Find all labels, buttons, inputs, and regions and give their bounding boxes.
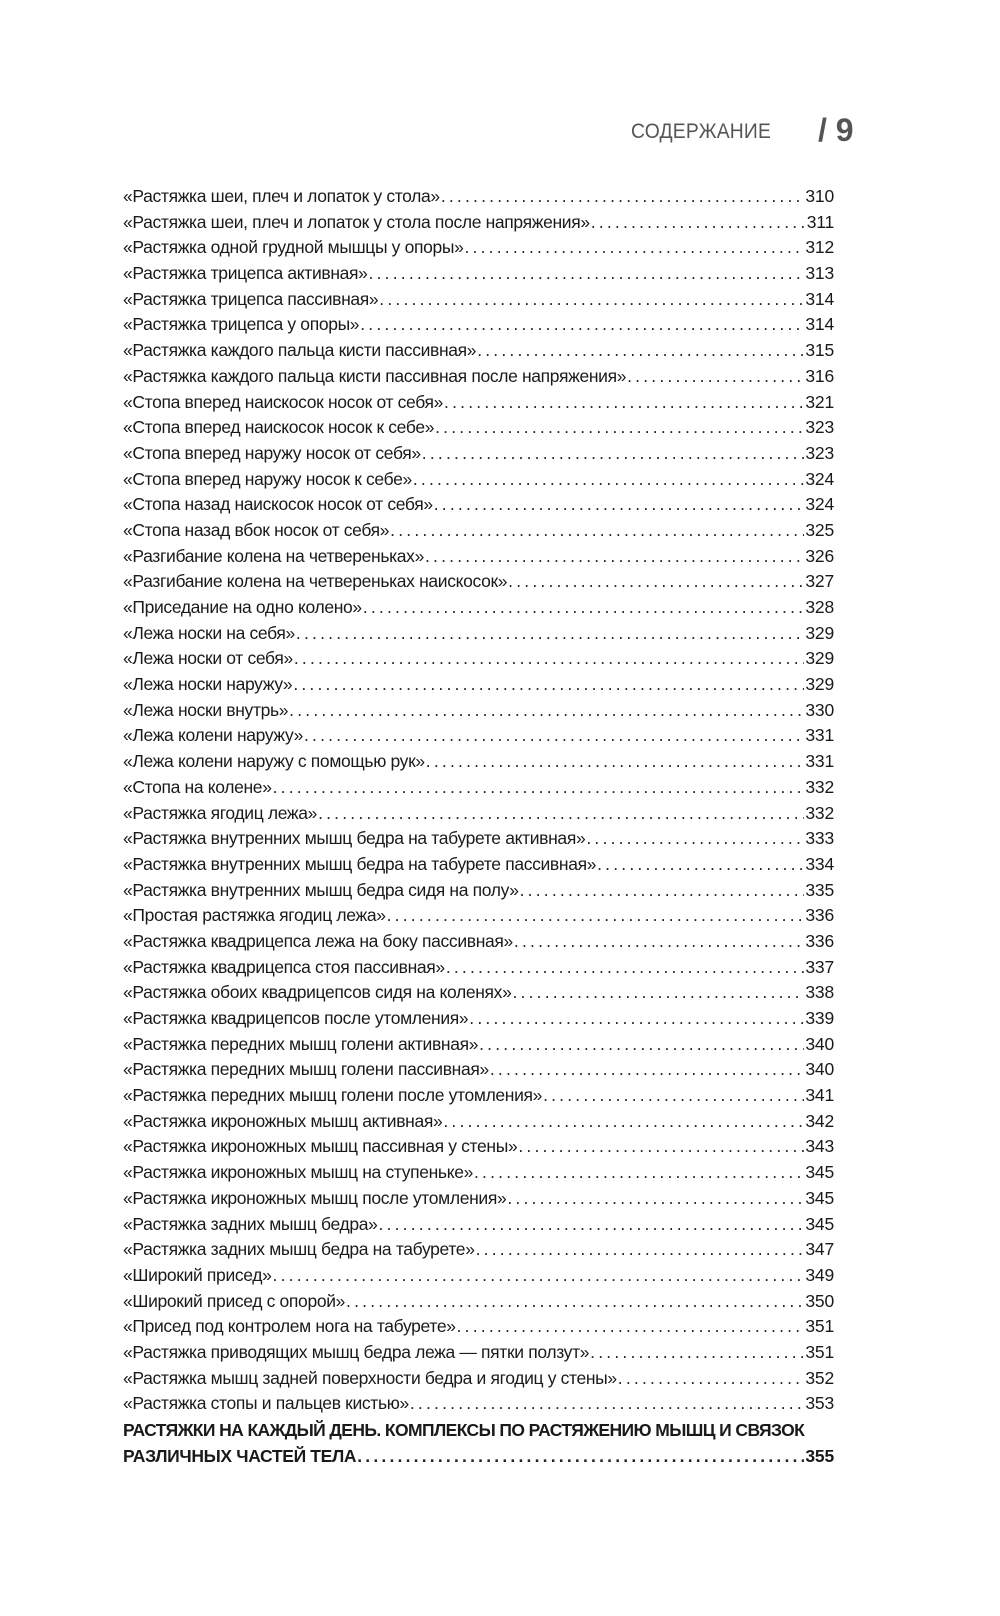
dot-leader [446, 955, 805, 981]
toc-entry-page: 312 [805, 237, 834, 258]
toc-entry-title: «Растяжка стопы и пальцев кистью» [123, 1393, 409, 1414]
toc-entry[interactable] [123, 441, 834, 467]
toc-entry-page: 328 [805, 597, 834, 617]
dot-leader [474, 1160, 804, 1186]
toc-entry[interactable] [123, 621, 834, 647]
toc-entry-page: 324 [805, 468, 834, 489]
dot-leader [597, 852, 804, 878]
section-title-line1: РАСТЯЖКИ НА КАЖДЫЙ ДЕНЬ. КОМПЛЕКСЫ ПО РАСТЯЖЕНИЮ МЫШЦ И СВЯЗОК [123, 1420, 805, 1440]
dot-leader [293, 672, 804, 698]
toc-entry-title: «Растяжка мышц задней поверхности бедра и ягодиц у стены» [123, 1367, 617, 1388]
dot-leader [410, 1391, 805, 1417]
toc-entry[interactable] [123, 544, 834, 570]
page-number: / 9 [818, 112, 854, 148]
toc-entry[interactable] [123, 852, 834, 878]
dot-leader [296, 621, 805, 647]
toc-entry-title: «Растяжка икроножных мышц после утомления» [123, 1187, 507, 1208]
toc-entry-title: «Растяжка шеи, плеч и лопаток у стола после напряжения» [123, 211, 590, 232]
toc-entry-page: 351 [805, 1341, 834, 1362]
toc-entry-title: «Растяжка трицепса пассивная» [123, 288, 379, 309]
dot-leader [627, 364, 804, 390]
toc-entry-title: «Стопа на колене» [123, 776, 272, 797]
toc-entry[interactable] [123, 1186, 834, 1212]
toc-entry[interactable] [123, 1134, 834, 1160]
toc-entry-title: «Разгибание колена на четвереньках наискосок» [123, 571, 508, 592]
toc-entry[interactable] [123, 390, 834, 416]
toc-entry-page: 330 [805, 699, 834, 720]
toc-entry[interactable] [123, 338, 834, 364]
dot-leader [390, 518, 804, 544]
toc-entry-page: 349 [805, 1264, 834, 1285]
toc-entry[interactable] [123, 415, 834, 441]
toc-entry[interactable] [123, 261, 834, 287]
toc-entry-title: «Лежа колени наружу» [123, 725, 303, 746]
toc-entry-title: «Растяжка приводящих мышц бедра лежа — пятки ползут» [123, 1341, 590, 1362]
toc-entry-page: 350 [805, 1290, 834, 1311]
dot-leader [590, 1340, 804, 1366]
dot-leader [514, 929, 804, 955]
toc-entry-title: «Растяжка икроножных мышц на ступеньке» [123, 1162, 473, 1183]
toc-entry-page: 352 [805, 1367, 834, 1388]
toc-entry[interactable] [123, 595, 834, 621]
dot-leader [479, 1032, 804, 1058]
toc-entry-page: 337 [805, 956, 834, 977]
toc-entry-page: 310 [805, 186, 834, 206]
toc-entry-page: 331 [805, 751, 834, 772]
toc-entry-title: «Растяжка квадрицепса стоя пассивная» [123, 956, 445, 977]
toc-entry-title: «Лежа носки на себя» [123, 622, 295, 643]
toc-entry-page: 329 [805, 674, 834, 695]
dot-leader [490, 1057, 805, 1083]
toc-entry[interactable] [123, 1109, 834, 1135]
toc-entry-title: «Стопа назад вбок носок от себя» [123, 519, 390, 540]
toc-entry-title: «Растяжка обоих квадрицепсов сидя на коленях» [123, 982, 512, 1003]
dot-leader [378, 1212, 804, 1238]
toc-entry[interactable] [123, 723, 834, 749]
toc-entry[interactable] [123, 1314, 834, 1340]
toc-entry-title: «Стопа вперед наискосок носок к себе» [123, 417, 435, 438]
dot-leader [512, 980, 804, 1006]
toc-entry-title: «Растяжка каждого пальца кисти пассивная после напряжения» [123, 365, 627, 386]
toc-entry-page: 343 [805, 1136, 834, 1157]
toc-entry[interactable] [123, 646, 834, 672]
dot-leader [426, 749, 805, 775]
toc-entry-title: «Стопа вперед наискосок носок от себя» [123, 391, 444, 412]
dot-leader [441, 184, 805, 210]
toc-entry-page: 329 [805, 648, 834, 669]
toc-entry-page: 315 [805, 340, 834, 361]
dot-leader [422, 441, 805, 467]
toc-entry-title: «Растяжка каждого пальца кисти пассивная» [123, 340, 477, 361]
toc-entry-title: «Лежа носки наружу» [123, 674, 293, 695]
toc-entry[interactable] [123, 467, 834, 493]
dot-leader [586, 826, 804, 852]
toc-entry-page: 351 [805, 1316, 834, 1337]
dot-leader [591, 210, 806, 236]
toc-entry-title: «Растяжка икроножных мышц активная» [123, 1110, 443, 1131]
toc-entry[interactable] [123, 1289, 834, 1315]
toc-entry-page: 313 [805, 263, 834, 284]
toc-entry-title: «Разгибание колена на четвереньках» [123, 545, 424, 566]
toc-entry[interactable] [123, 287, 834, 313]
toc-entry-page: 345 [805, 1213, 834, 1234]
toc-entry-page: 326 [805, 545, 834, 566]
toc-entry-title: «Растяжка квадрицепса лежа на боку пассивная» [123, 930, 513, 951]
toc-entry-title: «Растяжка задних мышц бедра» [123, 1213, 378, 1234]
toc-entry-title: «Растяжка задних мышц бедра на табурете» [123, 1239, 475, 1260]
dot-leader [273, 775, 805, 801]
toc-entry-page: 316 [805, 365, 834, 386]
dot-leader [387, 903, 805, 929]
toc-entry[interactable] [123, 312, 834, 338]
toc-entry-page: 329 [805, 622, 834, 643]
toc-entry-title: «Стопа назад наискосок носок от себя» [123, 494, 433, 515]
dot-leader [443, 1109, 804, 1135]
dot-leader [457, 1314, 805, 1340]
toc-entry[interactable] [123, 235, 834, 261]
dot-leader [363, 595, 805, 621]
toc-entry-title: «Растяжка внутренних мышц бедра на табурете активная» [123, 828, 586, 849]
toc-entry-page: 311 [806, 211, 834, 232]
toc-entry-title: «Лежа носки внутрь» [123, 699, 289, 720]
toc-entry[interactable] [123, 672, 834, 698]
toc-entry[interactable] [123, 801, 834, 827]
dot-leader [294, 646, 805, 672]
table-of-contents [123, 184, 834, 1469]
toc-entry-page: 335 [805, 879, 834, 900]
toc-entry-title: «Широкий присед» [123, 1264, 272, 1285]
dot-leader [469, 1006, 804, 1032]
toc-entry-page: 340 [805, 1033, 834, 1054]
toc-entry-title: «Растяжка передних мышц голени пассивная» [123, 1059, 489, 1080]
section-title-line2: РАЗЛИЧНЫХ ЧАСТЕЙ ТЕЛА [123, 1445, 357, 1466]
toc-entry[interactable] [123, 1237, 834, 1263]
section-page-number: 355 [805, 1445, 834, 1466]
toc-entry-title: «Растяжка одной грудной мышцы у опоры» [123, 237, 464, 258]
toc-entry-title: «Простая растяжка ягодиц лежа» [123, 905, 386, 926]
dot-leader [476, 1237, 805, 1263]
section-title-row [123, 1444, 834, 1470]
toc-entry[interactable] [123, 1366, 834, 1392]
dot-leader [508, 569, 804, 595]
toc-entry[interactable] [123, 210, 834, 236]
dot-leader [357, 1444, 804, 1470]
dot-leader [520, 878, 805, 904]
running-header-title: СОДЕРЖАНИЕ [631, 120, 772, 143]
toc-entry[interactable] [123, 518, 834, 544]
toc-entry-page: 342 [805, 1110, 834, 1131]
toc-entry-page: 340 [805, 1059, 834, 1080]
dot-leader [289, 698, 804, 724]
toc-entry-page: 324 [805, 494, 834, 515]
dot-leader [477, 338, 804, 364]
toc-entry-page: 327 [805, 571, 834, 592]
dot-leader [273, 1263, 805, 1289]
toc-entry-page: 323 [805, 417, 834, 438]
toc-entry-page: 331 [805, 725, 834, 746]
toc-entry-title: «Растяжка трицепса у опоры» [123, 314, 360, 335]
toc-entry[interactable] [123, 980, 834, 1006]
toc-entry-page: 336 [805, 930, 834, 951]
toc-entry-page: 314 [805, 288, 834, 309]
toc-entry[interactable] [123, 184, 834, 210]
toc-entry-page: 347 [805, 1239, 834, 1260]
toc-entry-title: «Присед под контролем нога на табурете» [123, 1316, 456, 1337]
toc-entry[interactable] [123, 903, 834, 929]
dot-leader [369, 261, 805, 287]
toc-entry[interactable] [123, 364, 834, 390]
toc-entry-page: 314 [805, 314, 834, 335]
toc-entry-title: «Растяжка икроножных мышц пассивная у стены» [123, 1136, 518, 1157]
toc-entry[interactable] [123, 1083, 834, 1109]
dot-leader [543, 1083, 804, 1109]
toc-entry-page: 341 [805, 1085, 834, 1106]
dot-leader [425, 544, 804, 570]
running-header [0, 112, 1000, 152]
toc-entry[interactable] [123, 1391, 834, 1417]
toc-entry-title: «Растяжка трицепса активная» [123, 263, 368, 284]
toc-entry-title: «Растяжка шеи, плеч и лопаток у стола» [123, 186, 440, 206]
toc-entry-title: «Растяжка внутренних мышц бедра сидя на полу» [123, 879, 519, 900]
dot-leader [379, 287, 804, 313]
toc-entry[interactable] [123, 1212, 834, 1238]
dot-leader [518, 1134, 804, 1160]
dot-leader [304, 723, 804, 749]
toc-entry[interactable] [123, 569, 834, 595]
toc-entry[interactable] [123, 1340, 834, 1366]
toc-entry-title: «Стопа вперед наружу носок к себе» [123, 468, 412, 489]
dot-leader [464, 235, 804, 261]
toc-entry-page: 332 [805, 776, 834, 797]
toc-entry-title: «Растяжка передних мышц голени после утомления» [123, 1085, 543, 1106]
dot-leader [507, 1186, 804, 1212]
toc-entry-title: «Лежа носки от себя» [123, 648, 293, 669]
toc-entry-page: 339 [805, 1008, 834, 1028]
dot-leader [346, 1289, 804, 1315]
toc-entry-title: «Лежа колени наружу с помощью рук» [123, 751, 425, 772]
toc-entry[interactable] [123, 749, 834, 775]
toc-entries [123, 184, 834, 1417]
dot-leader [444, 390, 804, 416]
dot-leader [318, 801, 804, 827]
toc-entry[interactable] [123, 1006, 834, 1032]
dot-leader [360, 312, 804, 338]
toc-entry-title: «Стопа вперед наружу носок от себя» [123, 442, 421, 463]
toc-entry-page: 334 [805, 853, 834, 874]
dot-leader [434, 492, 805, 518]
toc-entry[interactable] [123, 775, 834, 801]
dot-leader [413, 467, 805, 493]
toc-entry-page: 345 [805, 1187, 834, 1208]
toc-entry[interactable] [123, 1160, 834, 1186]
toc-entry-title: «Широкий присед с опорой» [123, 1290, 346, 1311]
toc-entry-title: «Приседание на одно колено» [123, 597, 362, 617]
toc-entry[interactable] [123, 492, 834, 518]
toc-entry-page: 323 [805, 442, 834, 463]
toc-entry[interactable] [123, 698, 834, 724]
dot-leader [618, 1366, 805, 1392]
toc-entry-title: «Растяжка квадрицепсов после утомления» [123, 1008, 469, 1028]
toc-entry-title: «Растяжка ягодиц лежа» [123, 802, 318, 823]
toc-entry-page: 332 [805, 802, 834, 823]
toc-entry[interactable] [123, 929, 834, 955]
toc-entry[interactable] [123, 955, 834, 981]
toc-entry-page: 325 [805, 519, 834, 540]
toc-section-entry[interactable] [123, 1418, 834, 1469]
toc-entry-page: 333 [805, 828, 834, 849]
toc-entry-title: «Растяжка передних мышц голени активная» [123, 1033, 479, 1054]
toc-entry-page: 321 [805, 391, 834, 412]
toc-entry[interactable] [123, 1263, 834, 1289]
toc-entry[interactable] [123, 1032, 834, 1058]
dot-leader [435, 415, 804, 441]
toc-entry[interactable] [123, 826, 834, 852]
toc-entry-page: 353 [805, 1393, 834, 1414]
toc-entry[interactable] [123, 878, 834, 904]
toc-entry-page: 345 [805, 1162, 834, 1183]
toc-entry-page: 336 [805, 905, 834, 926]
toc-entry[interactable] [123, 1057, 834, 1083]
toc-entry-page: 338 [805, 982, 834, 1003]
toc-entry-title: «Растяжка внутренних мышц бедра на табурете пассивная» [123, 853, 597, 874]
